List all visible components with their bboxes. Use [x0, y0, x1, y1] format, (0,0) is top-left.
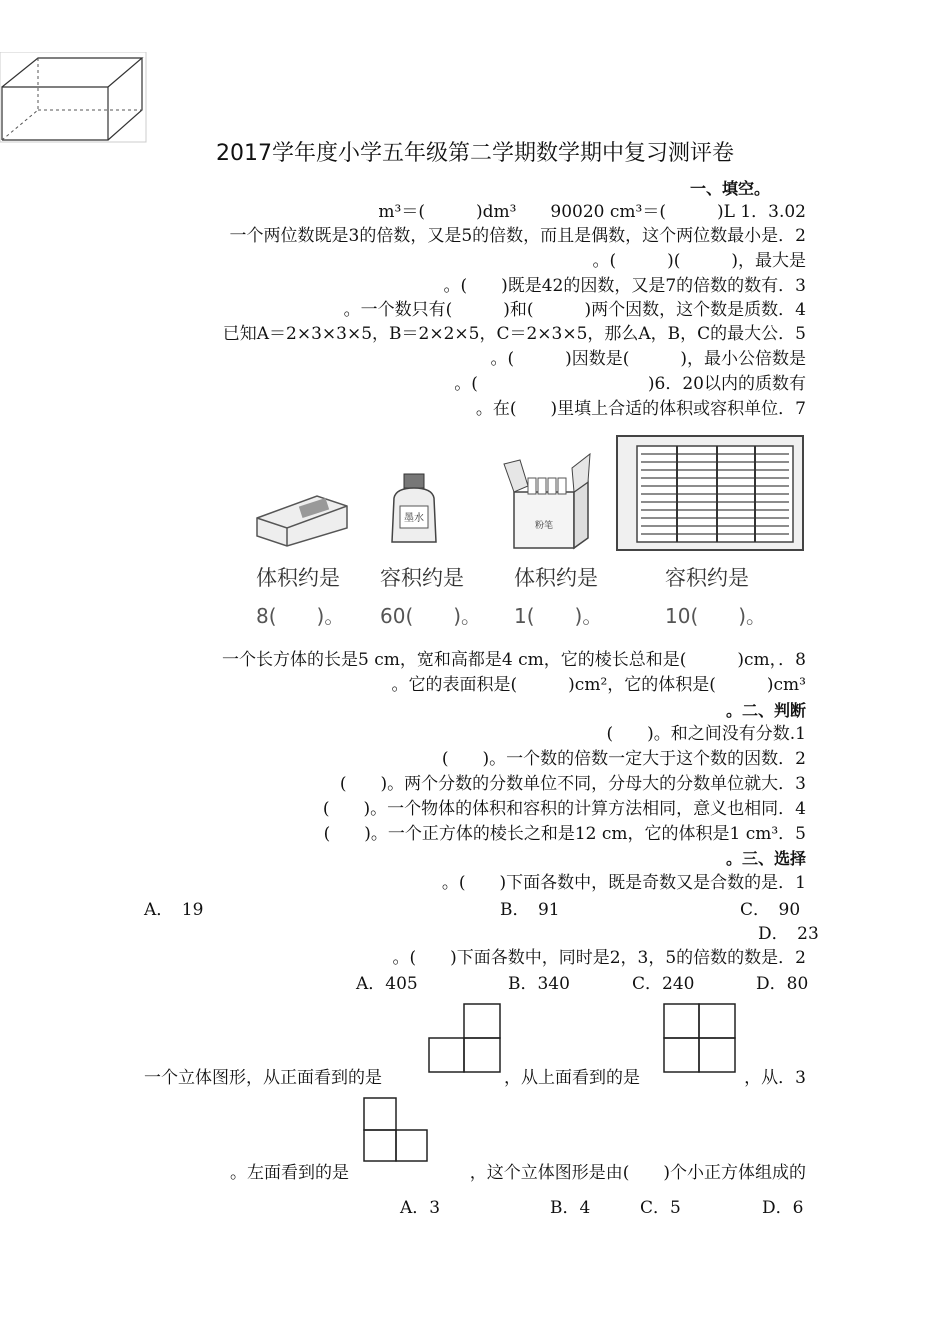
- choice-2: 。( )下面各数中，同时是2，3，5的倍数的数是．2: [392, 948, 806, 968]
- picture-2-caption: 容积约是: [380, 566, 464, 590]
- top-view-figure: [663, 1003, 737, 1073]
- cabinet-image: [615, 434, 805, 552]
- page-title: 2017学年度小学五年级第二学期数学期中复习测评卷: [216, 141, 734, 166]
- choice-3-option-a: A．3: [400, 1198, 441, 1218]
- ink-bottle-image: [384, 470, 444, 550]
- section-fill-blank: 一、填空。: [689, 179, 770, 198]
- cuboid-figure: [0, 52, 150, 144]
- choice-1-option-b: B． 91: [500, 900, 560, 920]
- chalk-box-image: [500, 440, 595, 552]
- choice-3-left-text: 。左面看到的是: [230, 1163, 349, 1183]
- choice-3-front-text: 一个立体图形，从正面看到的是: [144, 1068, 382, 1088]
- choice-1-option-a: A． 19: [144, 900, 204, 920]
- question-2a: 一个两位数既是3的倍数，又是5的倍数，而且是偶数，这个两位数最小是．2: [229, 226, 806, 246]
- section-choice: 。三、选择: [725, 849, 806, 868]
- choice-2-option-d: D．80: [756, 974, 809, 994]
- question-4: 。一个数只有( )和( )两个因数，这个数是质数．4: [343, 300, 806, 320]
- choice-3-end-text: ，这个立体图形是由( )个小正方体组成的: [469, 1163, 806, 1183]
- question-1: m³＝( )dm³ 90020 cm³＝( )L 1．3.02: [378, 202, 806, 222]
- question-2b: 。( )( )，最大是: [592, 251, 806, 271]
- choice-3-option-d: D．6: [762, 1198, 804, 1218]
- question-8b: 。它的表面积是( )cm²，它的体积是( )cm³: [391, 675, 806, 695]
- picture-2-blank: 60( )。: [380, 604, 482, 628]
- question-3: 。( )既是42的因数，又是7的倍数的数有．3: [443, 276, 806, 296]
- judge-2: ( )。一个数的倍数一定大于这个数的因数．2: [441, 749, 806, 769]
- choice-3-from-text: ，从．3: [744, 1068, 806, 1088]
- choice-3-option-b: B．4: [550, 1198, 591, 1218]
- picture-1-blank: 8( )。: [256, 604, 345, 628]
- picture-1-caption: 体积约是: [256, 566, 340, 590]
- left-view-figure: [363, 1097, 429, 1163]
- judge-4: ( )。一个物体的体积和容积的计算方法相同，意义也相同．4: [322, 799, 806, 819]
- choice-2-option-b: B．340: [508, 974, 570, 994]
- section-judge: 。二、判断: [725, 701, 806, 720]
- question-8a: 一个长方体的长是5 cm，宽和高都是4 cm，它的棱长总和是( )cm，．8: [222, 650, 806, 670]
- picture-4-caption: 容积约是: [665, 566, 749, 590]
- picture-3-blank: 1( )。: [514, 604, 603, 628]
- picture-3-caption: 体积约是: [514, 566, 598, 590]
- choice-1-option-c: C． 90: [740, 900, 801, 920]
- picture-4-blank: 10( )。: [665, 604, 767, 628]
- question-7: 。在( )里填上合适的体积或容积单位．7: [475, 399, 806, 419]
- judge-5: ( )。一个正方体的棱长之和是12 cm，它的体积是1 cm³．5: [323, 824, 806, 844]
- front-view-figure: [428, 1003, 502, 1073]
- choice-2-option-c: C．240: [632, 974, 695, 994]
- judge-3: ( )。两个分数的分数单位不同，分母大的分数单位就大．3: [339, 774, 806, 794]
- choice-3-option-c: C．5: [640, 1198, 681, 1218]
- svg-text:粉笔: 粉笔: [534, 521, 554, 531]
- question-5a: 已知A＝2×3×3×5，B＝2×2×5，C＝2×3×5，那么A，B，C的最大公．5: [222, 324, 806, 344]
- question-6: 。( )6．20以内的质数有: [454, 374, 806, 394]
- choice-3-top-text: ，从上面看到的是: [504, 1068, 640, 1088]
- eraser-image: [252, 488, 352, 550]
- choice-1: 。( )下面各数中，既是奇数又是合数的是．1: [441, 873, 806, 893]
- svg-text:墨水: 墨水: [404, 513, 424, 524]
- question-5b: 。( )因数是( )，最小公倍数是: [490, 349, 806, 369]
- choice-2-option-a: A．405: [356, 974, 418, 994]
- choice-1-option-d: D． 23: [758, 924, 819, 944]
- judge-1: ( )。和之间没有分数.1: [606, 724, 806, 744]
